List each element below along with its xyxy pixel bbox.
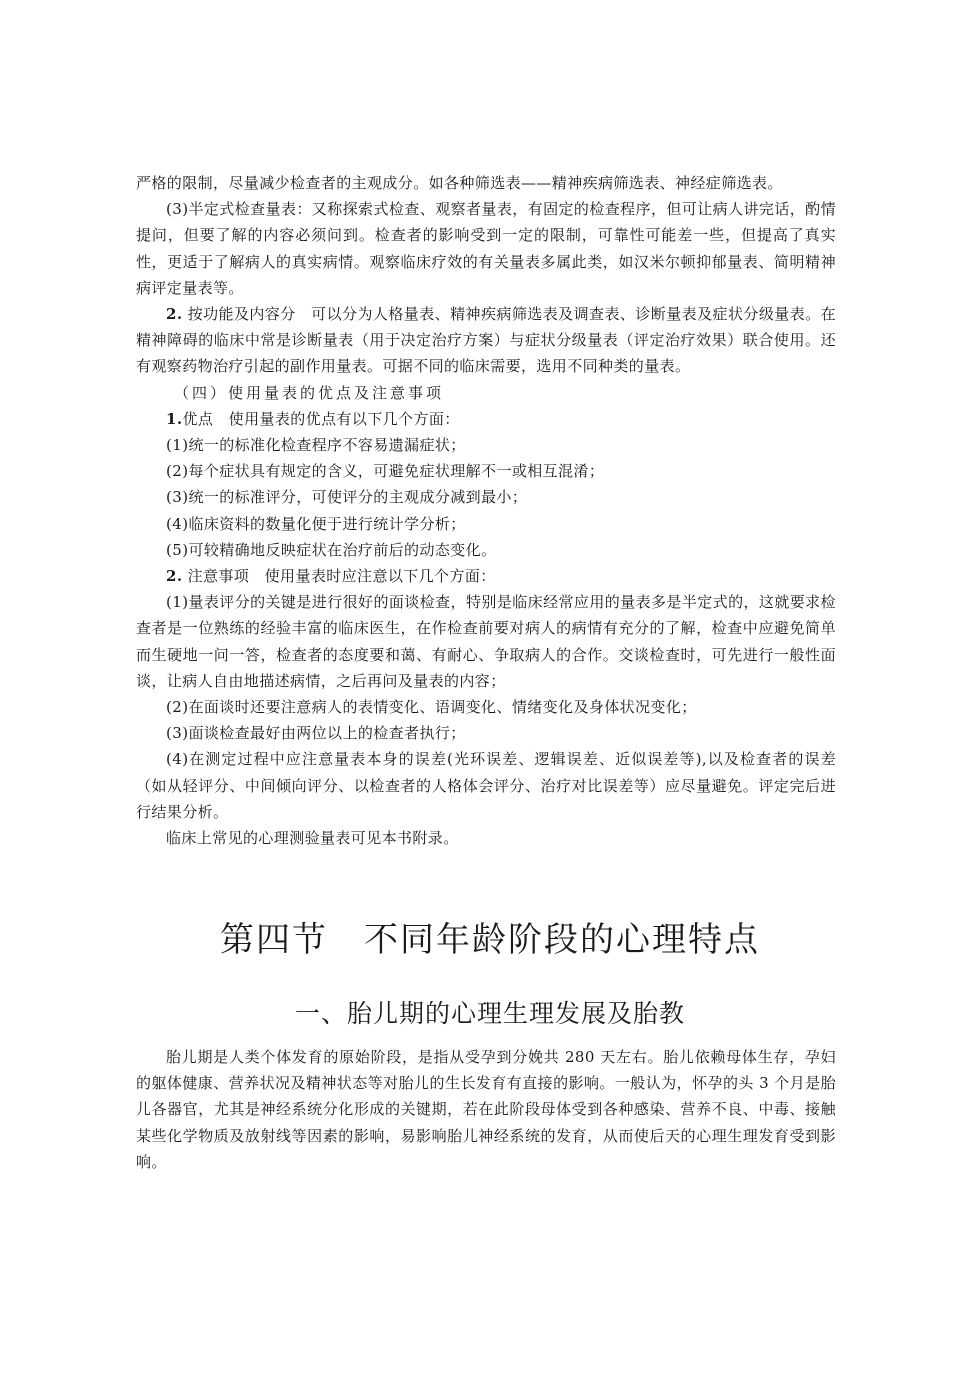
paragraph-note-1: (1)量表评分的关键是进行很好的面谈检查，特别是临床经常应用的量表多是半定式的，这就要求检查者是一位熟练的经验丰富的临床医生，在作检查前要对病人的病情有充分的了解，检查中应避免简单而生硬地一问一答，检查者的态度要和蔼、有耐心、争取病人的合作。交谈检查时，可先进行一般性面谈，让病人自由地描述病情，之后再问及量表的内容； bbox=[136, 593, 836, 690]
item-number: 1. bbox=[166, 409, 183, 428]
item-number: 2. bbox=[166, 567, 183, 586]
body-text-lower bbox=[136, 1044, 836, 1175]
paragraph-appendix-reference: 临床上常见的心理测验量表可见本书附录。 bbox=[166, 829, 459, 848]
list-item: (4)临床资料的数量化便于进行统计学分析； bbox=[166, 514, 466, 533]
list-item: (5)可较精确地反映症状在治疗前后的动态变化。 bbox=[166, 540, 497, 559]
notes-heading bbox=[136, 563, 836, 589]
item-text: 优点 使用量表的优点有以下几个方面： bbox=[182, 409, 460, 428]
paragraph-note-3: (3)面谈检查最好由两位以上的检查者执行； bbox=[166, 724, 466, 743]
subsection-title: 一、胎儿期的心理生理发展及胎教 bbox=[294, 999, 685, 1028]
list-item: (2)每个症状具有规定的含义，可避免症状理解不一或相互混淆； bbox=[166, 462, 605, 481]
item-text: 按功能及内容分 可以分为人格量表、精神疾病筛选表及调查表、诊断量表及症状分级量表。在精神障碍的临床中常是诊断量表（用于决定治疗方案）与症状分级量表（评定治疗效果）联合使用。还有观察药物治疗引起的副作用量表。可据不同的临床需要，选用不同种类的量表。 bbox=[136, 305, 837, 376]
paragraph-semi-structured-scales: (3)半定式检查量表：又称探索式检查、观察者量表，有固定的检查程序，但可让病人讲完话，酌情提问，但要了解的内容必须问到。检查者的影响受到一定的限制，可靠性可能差一些，但提高了真实性，更适于了解病人的真实病情。观察临床疗效的有关量表多属此类，如汉米尔顿抑郁量表、简明精神病评定量表等。 bbox=[136, 200, 836, 297]
list-item: (3)统一的标准评分，可使评分的主观成分减到最小； bbox=[166, 488, 528, 507]
paragraph-function-content bbox=[136, 301, 836, 380]
subheading-advantages-notes: （四）使用量表的优点及注意事项 bbox=[174, 383, 445, 402]
section-title: 第四节 不同年龄阶段的心理特点 bbox=[220, 920, 760, 960]
body-text-upper bbox=[136, 170, 836, 851]
paragraph-fetal-period: 胎儿期是人类个体发育的原始阶段，是指从受孕到分娩共 280 天左右。胎儿依赖母体生存，孕妇的躯体健康、营养状况及精神状态等对胎儿的生长发育有直接的影响。一般认为，怀孕的头 3 个月是胎儿各器官，尤其是神经系统分化形成的关键期，若在此阶段母体受到各种感染、营养不良、中毒、接触某些化学物质及放射线等因素的影响，易影响胎儿神经系统的发育，从而使后天的心理生理发育受到影响。 bbox=[136, 1048, 836, 1171]
paragraph-note-2: (2)在面谈时还要注意病人的表情变化、语调变化、情绪变化及身体状况变化； bbox=[166, 698, 697, 717]
paragraph-note-4: (4)在测定过程中应注意量表本身的误差(光环误差、逻辑误差、近似误差等),以及检查者的误差（如从轻评分、中间倾向评分、以检查者的人格体会评分、治疗对比误差等）应尽量避免。评定完后进行结果分析。 bbox=[136, 750, 836, 821]
item-number: 2. bbox=[166, 305, 183, 324]
list-item: (1)统一的标准化检查程序不容易遗漏症状； bbox=[166, 436, 466, 455]
paragraph-screening-tables: 严格的限制，尽量减少检查者的主观成分。如各种筛选表——精神疾病筛选表、神经症筛选表。 bbox=[136, 174, 783, 192]
item-text: 注意事项 使用量表时应注意以下几个方面： bbox=[187, 567, 496, 586]
advantages-heading bbox=[136, 406, 836, 432]
